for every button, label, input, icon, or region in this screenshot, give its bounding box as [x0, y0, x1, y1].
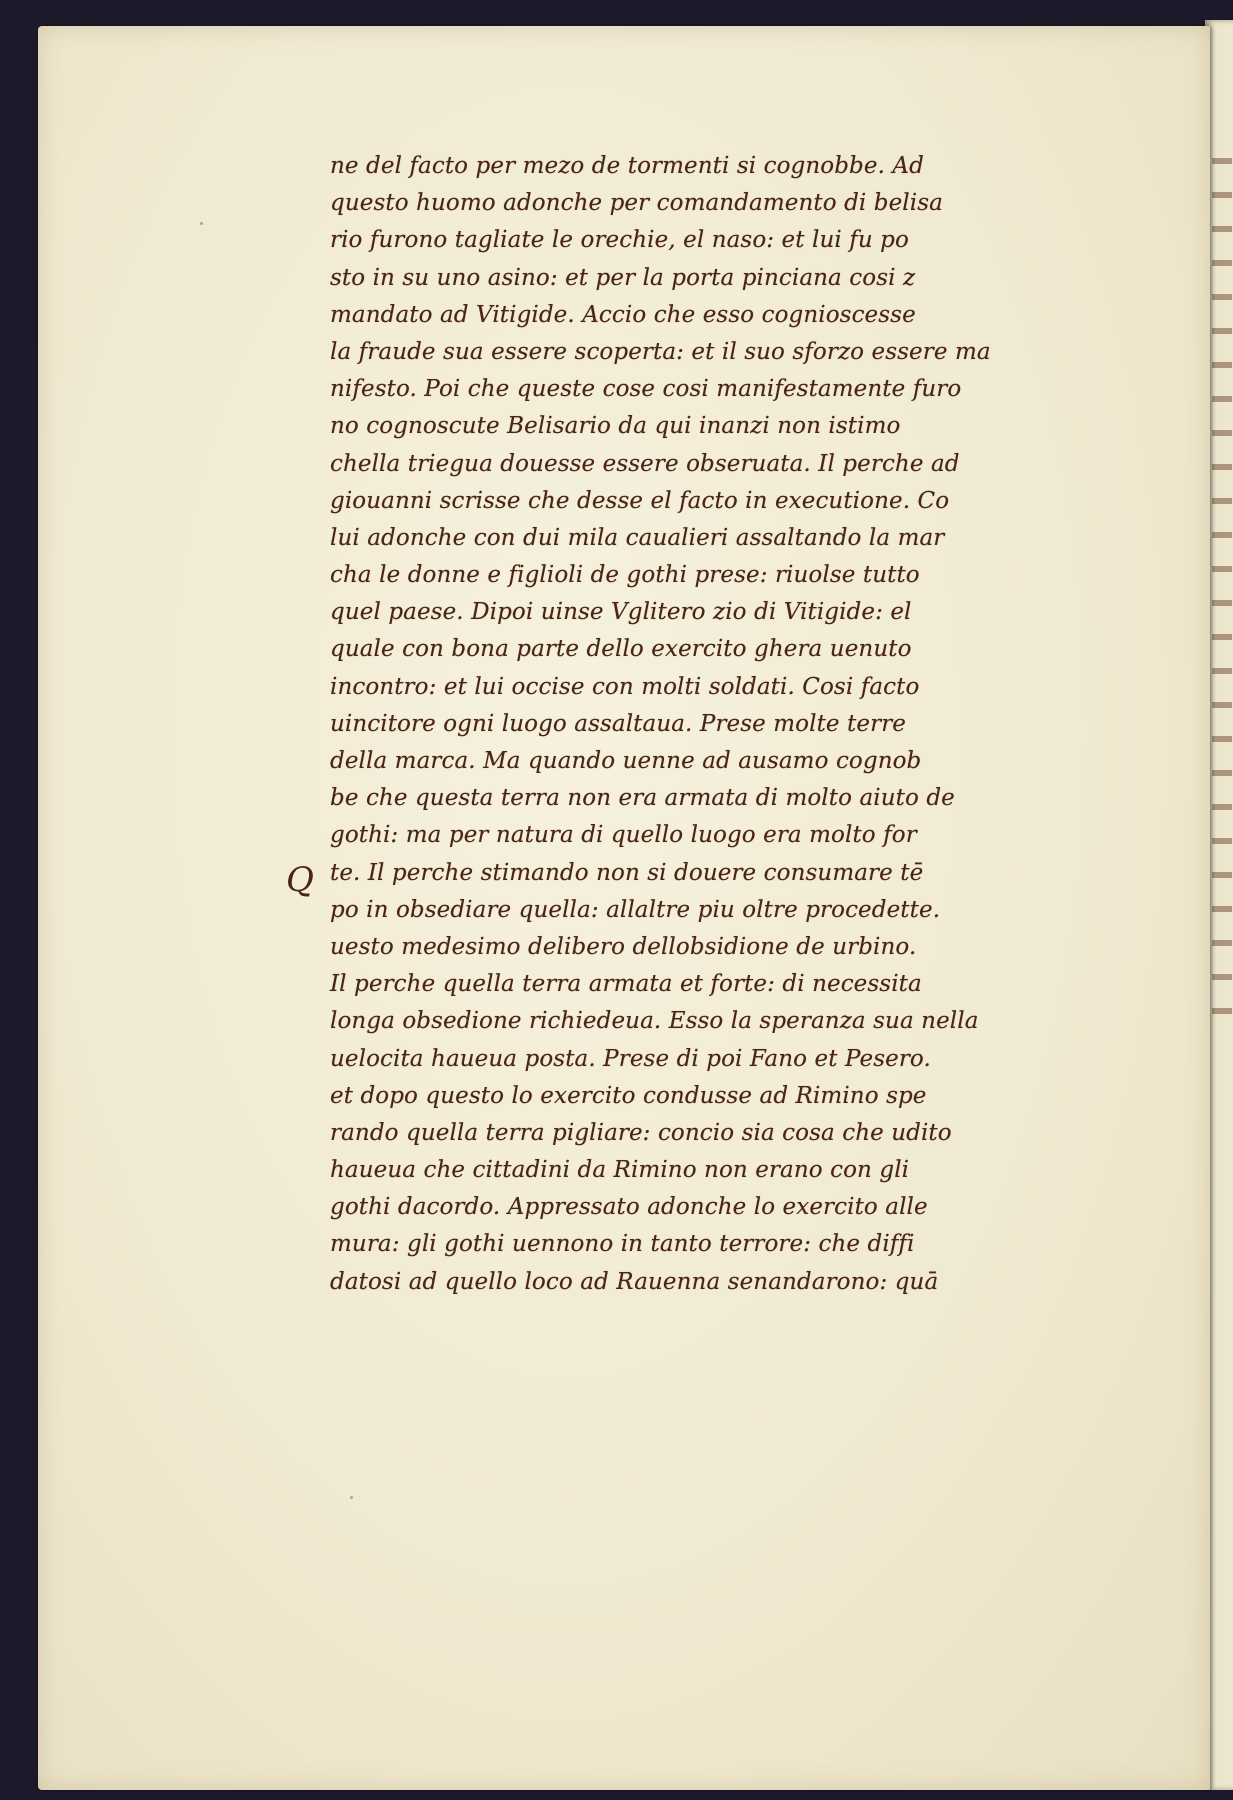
manuscript-line: po in obsediare quella: allaltre piu oltre procedette. [330, 896, 941, 923]
manuscript-line: ne del facto per mezo de tormenti si cognobbe. Ad [330, 153, 924, 179]
manuscript-line: questo huomo adonche per comandamento di belisa [330, 190, 943, 217]
facing-page-text-fragment [1212, 130, 1232, 1030]
manuscript-line: mandato ad Vitigide. Accio che esso cognioscesse [330, 301, 916, 328]
manuscript-line: datosi ad quello loco ad Rauenna senandarono: quā [330, 1268, 939, 1295]
manuscript-line: la fraude sua essere scoperta: et il suo sforzo essere ma [330, 338, 991, 365]
manuscript-line: chella triegua douesse essere obseruata. Il perche ad [330, 450, 960, 477]
manuscript-line: cha le donne e figlioli de gothi prese: riuolse tutto [330, 562, 920, 589]
manuscript-line: incontro: et lui occise con molti soldati. Cosi facto [330, 673, 920, 700]
manuscript-line: longa obsedione richiedeua. Esso la speranza sua nella [330, 1008, 979, 1035]
manuscript-line: rando quella terra pigliare: concio sia cosa che udito [330, 1119, 952, 1146]
manuscript-line: et dopo questo lo exercito condusse ad Rimino spe [330, 1082, 927, 1109]
manuscript-line: della marca. Ma quando uenne ad ausamo cognob [330, 748, 922, 774]
manuscript-line: nifesto. Poi che queste cose cosi manifestamente furo [330, 376, 962, 403]
manuscript-line: uelocita haueua posta. Prese di poi Fano et Pesero. [330, 1045, 931, 1072]
manuscript-line: gothi: ma per natura di quello luogo era molto for [330, 822, 917, 849]
manuscript-line: gothi dacordo. Appressato adonche lo exercito alle [330, 1194, 928, 1221]
manuscript-line: giouanni scrisse che desse el facto in executione. Co [330, 487, 950, 514]
manuscript-line: quale con bona parte dello exercito ghera uenuto [330, 636, 912, 663]
manuscript-line: te. Il perche stimando non si douere consumare tē [330, 859, 924, 886]
decorated-initial-letter: Q [286, 860, 314, 900]
manuscript-line: sto in su uno asino: et per la porta pinciana cosi z [330, 264, 916, 291]
manuscript-line: lui adonche con dui mila caualieri assaltando la mar [330, 524, 945, 551]
manuscript-line: rio furono tagliate le orechie, el naso: et lui fu po [330, 227, 909, 254]
page-speck [350, 1496, 353, 1499]
manuscript-line: uesto medesimo delibero dellobsidione de urbino. [330, 933, 917, 960]
manuscript-line: mura: gli gothi uennono in tanto terrore: che diffi [330, 1231, 915, 1258]
page-speck [200, 222, 203, 225]
manuscript-text-block [330, 148, 1130, 1301]
manuscript-line: Il perche quella terra armata et forte: di necessita [330, 971, 922, 998]
manuscript-line: uincitore ogni luogo assaltaua. Prese molte terre [330, 710, 907, 737]
manuscript-line: be che questa terra non era armata di molto aiuto de [330, 785, 955, 812]
manuscript-line: haueua che cittadini da Rimino non erano con gli [330, 1157, 910, 1184]
manuscript-line: no cognoscute Belisario da qui inanzi non istimo [330, 413, 901, 440]
manuscript-line: quel paese. Dipoi uinse Vgliter⁠o zio di Vitigide: el [330, 599, 912, 626]
